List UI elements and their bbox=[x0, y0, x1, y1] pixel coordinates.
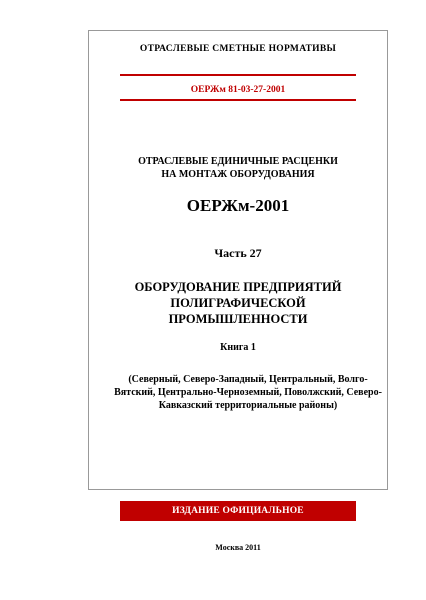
regions-line-1: (Северный, Северо-Западный, Центральный, Волго- bbox=[128, 374, 368, 385]
main-code-title: ОЕРЖм-2001 bbox=[186, 196, 290, 215]
regions-line-2: Вятский, Центрально-Черноземный, Поволжский, Северо- bbox=[114, 387, 382, 398]
document-code: ОЕРЖм 81-03-27-2001 bbox=[190, 85, 286, 95]
subtitle-line-2: НА МОНТАЖ ОБОРУДОВАНИЯ bbox=[161, 169, 315, 180]
section-title-line-1: ОБОРУДОВАНИЕ ПРЕДПРИЯТИЙ bbox=[134, 280, 342, 294]
regions-line-3: Кавказский территориальные районы) bbox=[158, 400, 338, 411]
official-edition-label: ИЗДАНИЕ ОФИЦИАЛЬНОЕ bbox=[172, 506, 304, 516]
book-number: Книга 1 bbox=[220, 342, 256, 353]
subtitle-line-1: ОТРАСЛЕВЫЕ ЕДИНИЧНЫЕ РАСЦЕНКИ bbox=[138, 156, 338, 167]
official-edition-bar bbox=[120, 501, 356, 521]
document-subtitle bbox=[88, 155, 388, 181]
section-title-line-3: ПРОМЫШЛЕННОСТИ bbox=[168, 312, 308, 326]
document-code-line bbox=[120, 74, 356, 101]
regions-note bbox=[108, 373, 388, 412]
place-year: Москва 2011 bbox=[215, 543, 261, 552]
series-title: ОТРАСЛЕВЫЕ СМЕТНЫЕ НОРМАТИВЫ bbox=[139, 44, 337, 54]
part-number: Часть 27 bbox=[214, 246, 262, 260]
section-title bbox=[88, 279, 388, 327]
section-title-line-2: ПОЛИГРАФИЧЕСКОЙ bbox=[170, 296, 306, 310]
